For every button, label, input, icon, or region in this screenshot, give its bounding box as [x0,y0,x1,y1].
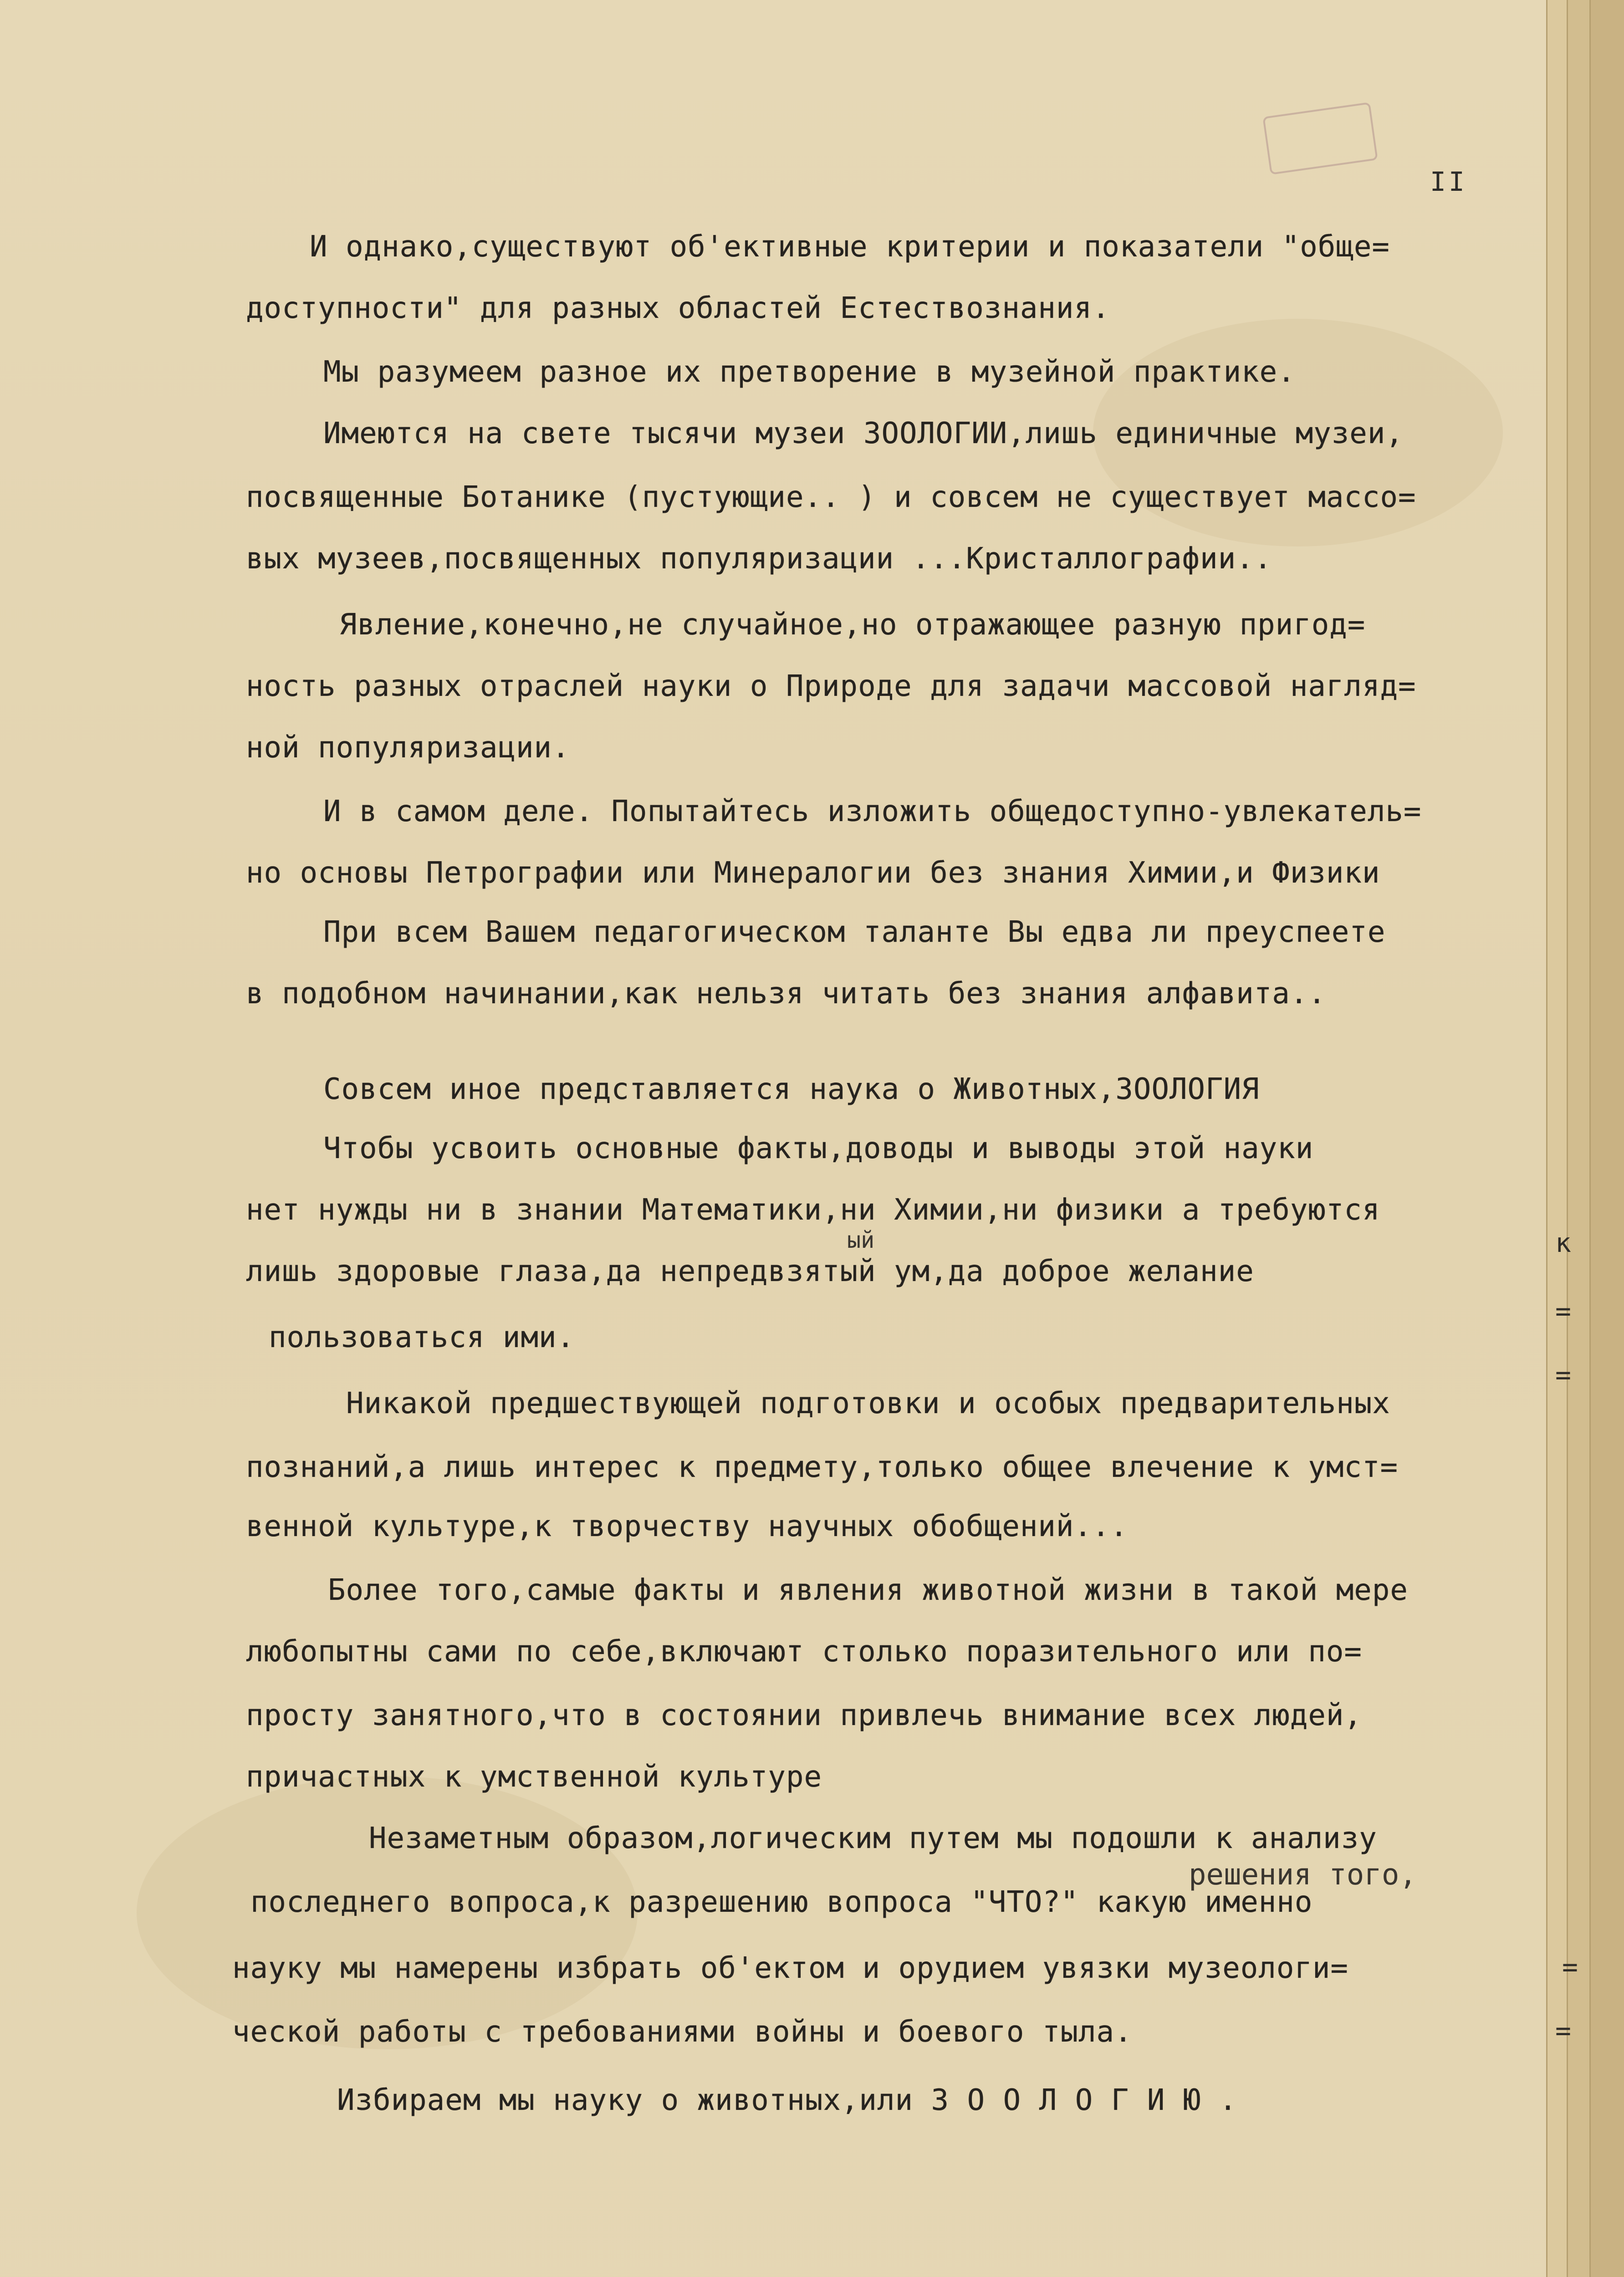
text-line: ность разных отраслей науки о Природе для задачи массовой нагляд= [246,669,1416,703]
text-line: Более того,самые факты и явления животной жизни в такой мере [328,1573,1408,1607]
text-line: вых музеев,посвященных популяризации ...Кристаллографии.. [246,542,1272,576]
margin-mark: к [1555,1227,1571,1258]
margin-mark: = [1555,2015,1571,2046]
text-line: И в самом деле. Попытайтесь изложить общедоступно-увлекатель= [323,795,1422,828]
page-number: II [1430,166,1467,197]
text-line: посвященные Ботанике (пустующие.. ) и совсем не существует массо= [246,480,1416,514]
text-line [323,419,1404,448]
text-line: Явление,конечно,не случайное,но отражающее разную пригод= [339,608,1366,642]
text-line: Чтобы усвоить основные факты,доводы и выводы этой науки [323,1132,1314,1165]
text-line: науку мы намерены избрать об'ектом и орудием увязки музеологи= [232,1951,1348,1985]
text-line: лишь здоровые глаза,да непредвзятый ум,да доброе желание [246,1255,1254,1288]
archive-stamp [1262,102,1378,175]
stacked-sheet-edge [1589,0,1624,2277]
margin-mark: = [1562,1951,1578,1982]
margin-mark: = [1555,1296,1571,1327]
text-line: просту занятного,что в состоянии привлечь внимание всех людей, [246,1699,1362,1732]
text-line: Избираем мы науку о животных,или З О О Л О Г И Ю . [337,2083,1237,2117]
margin-mark: = [1555,1359,1571,1390]
text-line: нет нужды ни в знании Математики,ни Химии,ни физики а требуются [246,1193,1380,1227]
text-line: венной культуре,к творчеству научных обобщений... [246,1510,1129,1543]
text-line: но основы Петрографии или Минералогии без знания Химии,и Физики [246,856,1380,890]
text-line: И однако,существуют об'ективные критерии и показатели "обще= [310,230,1390,264]
interlinear-correction: решения того, [1189,1858,1417,1892]
text-line: причастных к умственной культуре [246,1760,822,1794]
text-line: ной популяризации. [246,731,570,765]
text-line: познаний,а лишь интерес к предмету,только общее влечение к умст= [246,1450,1398,1484]
text-line: Никакой предшествующей подготовки и особых предварительных [346,1387,1390,1420]
text-line: последнего вопроса,к разрешению вопроса "ЧТО?" какую именно [250,1885,1313,1919]
text-line-part: Имеются на свете тысячи музеи ЗООЛОГИИ,лишь единичные музеи, [323,417,1404,450]
text-line: ческой работы с требованиями войны и боевого тыла. [232,2015,1133,2049]
text-line: пользоваться ими. [269,1321,575,1354]
text-line: Мы разумеем разное их претворение в музейной практике. [323,355,1296,389]
text-line: в подобном начинании,как нельзя читать без знания алфавита.. [246,977,1326,1011]
text-line: Совсем иное представляется наука о Животных,ЗООЛОГИЯ [323,1072,1260,1106]
text-line: При всем Вашем педагогическом таланте Вы едва ли преуспеете [323,915,1386,949]
text-line: доступности" для разных областей Естествознания. [246,291,1110,325]
interlinear-correction: ый [847,1227,875,1253]
text-line: Незаметным образом,логическим путем мы подошли к анализу [369,1822,1377,1855]
text-line: любопытны сами по себе,включают столько поразительного или по= [246,1635,1362,1669]
